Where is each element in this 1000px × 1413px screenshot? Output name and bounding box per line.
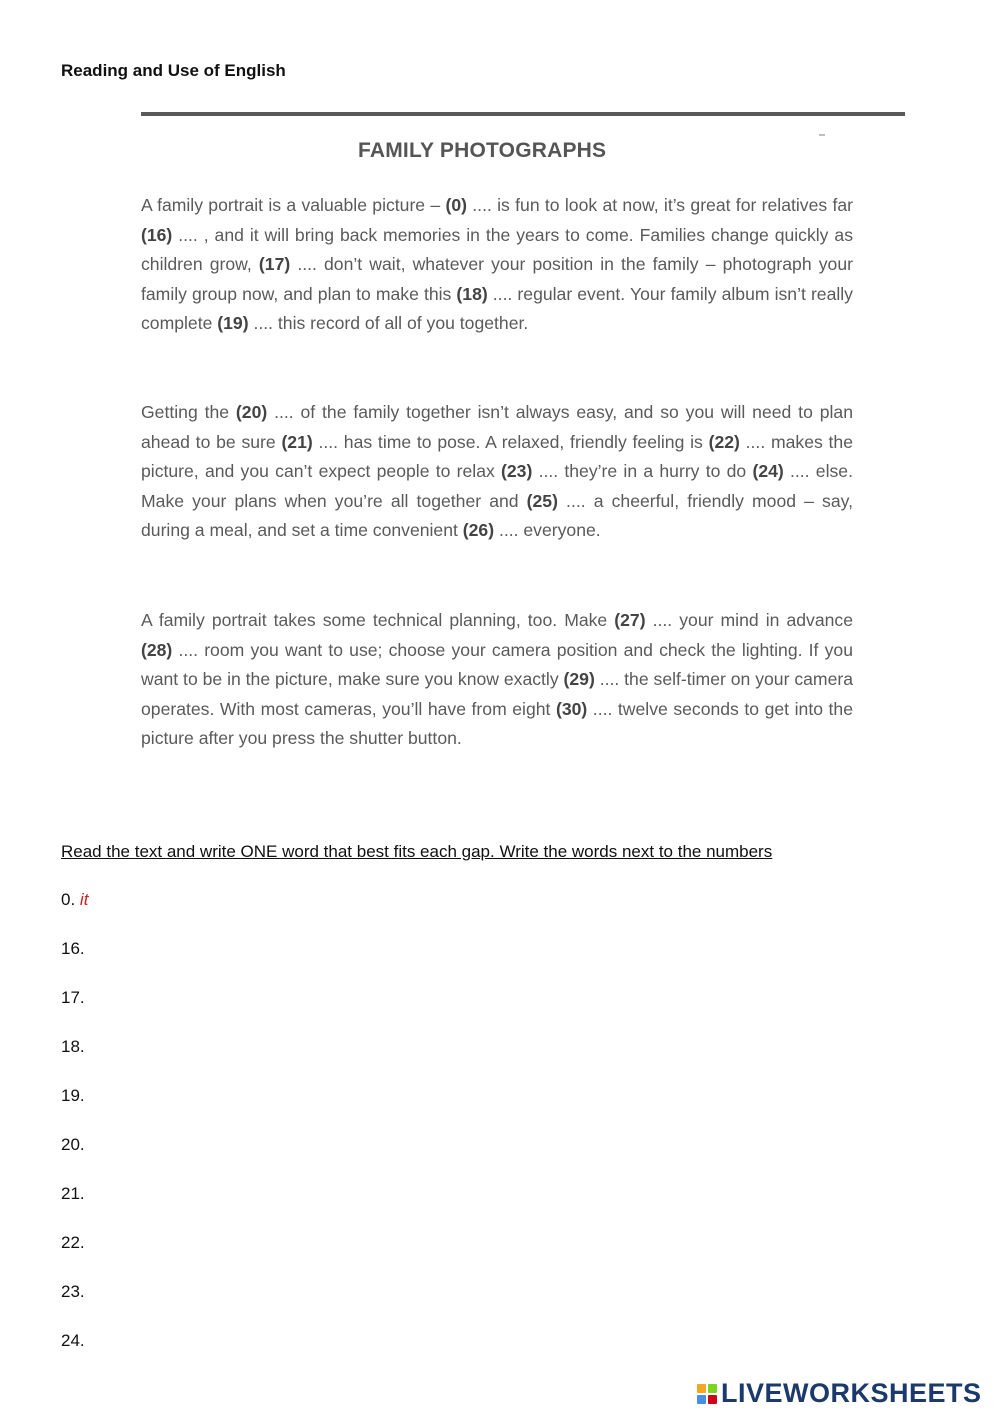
paragraph-text: Getting the <box>141 402 236 422</box>
answer-field[interactable] <box>89 1233 289 1253</box>
article-title: FAMILY PHOTOGRAPHS <box>358 139 607 162</box>
answer-number: 17. <box>61 988 85 1007</box>
task-instructions: Read the text and write ONE word that best fits each gap. Write the words next to the numbers <box>61 842 773 861</box>
answer-number: 24. <box>61 1331 85 1350</box>
article-paragraph-2 <box>141 398 853 546</box>
article-paragraph-1 <box>141 191 853 339</box>
gap-number: (0) <box>445 195 467 215</box>
gap-number: (22) <box>708 431 740 452</box>
paragraph-text: .... , and it will bring back memories in the years to come. Families change quickly as children grow, <box>141 224 853 275</box>
answer-number: 22. <box>61 1233 85 1252</box>
paragraph-text: .... regular event. Your family album isn’t really complete <box>141 283 853 334</box>
answer-field[interactable] <box>89 1282 289 1302</box>
answer-item <box>61 890 289 939</box>
logo-text: LIVEWORKSHEETS <box>721 1378 982 1408</box>
answer-number: 19. <box>61 1086 85 1105</box>
answer-item <box>61 1331 289 1380</box>
paragraph-text: A family portrait is a valuable picture – <box>141 195 446 215</box>
answer-item <box>61 1086 289 1135</box>
answer-item <box>61 1135 289 1184</box>
paragraph-text: A family portrait takes some technical planning, too. Make <box>141 610 615 630</box>
gap-number: (18) <box>456 283 488 304</box>
answer-number: 21. <box>61 1184 85 1203</box>
gap-number: (25) <box>526 490 558 511</box>
answer-item <box>61 988 289 1037</box>
answer-item <box>61 1037 289 1086</box>
scan-speck <box>819 134 825 136</box>
gap-number: (26) <box>462 520 495 541</box>
paragraph-text: .... this record of all of you together. <box>248 313 529 334</box>
answer-item <box>61 939 289 988</box>
paragraph-text: .... has time to pose. A relaxed, friendly feeling is <box>312 431 709 452</box>
article-paragraph-3 <box>141 606 853 754</box>
gap-number: (19) <box>217 313 249 334</box>
answer-field[interactable] <box>89 1184 289 1204</box>
paragraph-text: .... is fun to look at now, it’s great for relatives far <box>467 195 853 215</box>
paragraph-text: .... makes the picture, and you can’t expect people to relax <box>141 431 853 482</box>
gap-number: (20) <box>235 402 268 422</box>
paragraph-text: .... the self-timer on your camera operates. With most cameras, you’ll have from eight <box>141 669 853 719</box>
answer-item <box>61 1233 289 1282</box>
answer-field[interactable] <box>89 1331 289 1351</box>
liveworksheets-logo <box>697 1378 982 1409</box>
paragraph-text: .... room you want to use; choose your camera position and check the lighting. If you want to be in the picture, make sure you know exactly <box>141 639 853 690</box>
gap-number: (27) <box>614 610 646 630</box>
paragraph-text: .... they’re in a hurry to do <box>532 461 753 482</box>
answer-number: 18. <box>61 1037 85 1056</box>
top-rule <box>141 112 905 116</box>
scanned-article <box>141 112 905 762</box>
gap-number: (16) <box>141 224 173 245</box>
answer-field[interactable] <box>89 988 289 1008</box>
answer-number: 23. <box>61 1282 85 1301</box>
paragraph-text: .... a cheerful, friendly mood – say, during a meal, and set a time convenient <box>141 490 853 541</box>
answer-list <box>61 890 289 1380</box>
answer-number: 0. <box>61 890 76 909</box>
answer-item <box>61 1282 289 1331</box>
gap-number: (24) <box>752 461 784 482</box>
gap-number: (30) <box>555 698 588 719</box>
answer-field[interactable] <box>89 939 289 959</box>
paragraph-text: .... don’t wait, whatever your position in the family – photograph your family group now, and plan to make this <box>141 254 853 304</box>
answer-field[interactable] <box>89 1086 289 1106</box>
answer-number: 20. <box>61 1135 85 1154</box>
paragraph-text: .... your mind in advance <box>645 610 853 630</box>
gap-number: (23) <box>501 461 533 482</box>
gap-number: (28) <box>141 639 173 660</box>
answer-number: 16. <box>61 939 85 958</box>
answer-field[interactable] <box>89 1037 289 1057</box>
paragraph-text: .... twelve seconds to get into the picture after you press the shutter button. <box>141 698 853 749</box>
answer-item <box>61 1184 289 1233</box>
answer-field[interactable] <box>89 1135 289 1155</box>
gap-number: (29) <box>563 669 595 690</box>
paragraph-text: .... else. Make your plans when you’re all together and <box>141 461 853 511</box>
gap-number: (17) <box>258 254 291 275</box>
section-heading: Reading and Use of English <box>61 61 286 80</box>
paragraph-text: .... of the family together isn’t always easy, and so you will need to plan ahead to be sure <box>141 402 853 452</box>
paragraph-text: .... everyone. <box>494 520 601 541</box>
example-answer: it <box>79 890 89 909</box>
logo-blocks-icon <box>697 1384 717 1404</box>
gap-number: (21) <box>281 431 313 452</box>
